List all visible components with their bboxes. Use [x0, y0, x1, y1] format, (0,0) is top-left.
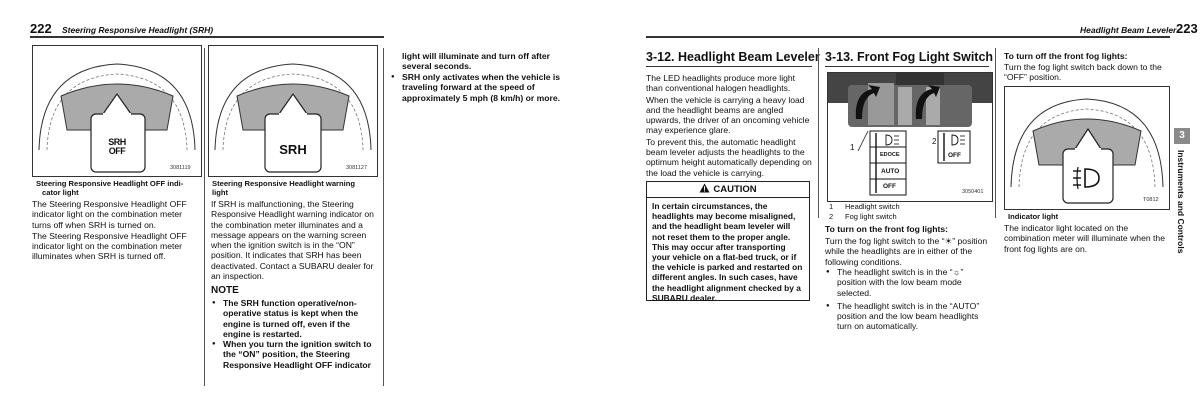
fog-light-switch-figure: [827, 72, 993, 202]
note-continuation: light will illuminate and turn off after several seconds.: [402, 51, 551, 72]
switch-position-label: EDOCE: [880, 152, 900, 158]
subheading-turn-on: To turn on the front fog lights:: [825, 224, 948, 234]
warning-triangle-icon: [699, 183, 710, 193]
figure1-caption: Steering Responsive Headlight OFF indi- cator light: [36, 179, 184, 197]
indicator-text: The indicator light located on the combination meter will illuminate when the front fog lights are on.: [1004, 223, 1165, 254]
right-page-number: 223: [1176, 21, 1198, 36]
note-item: ● SRH only activates when the vehicle is traveling forward at the speed of approximately 5 mph (8 km/h) or more.: [390, 72, 562, 103]
right-header-rule: [646, 36, 1170, 38]
left-header-rule: [30, 36, 384, 38]
legend-item: 2 Fog light switch: [829, 211, 897, 221]
note-heading: NOTE: [211, 285, 239, 296]
figure2-code: 3081127: [346, 165, 368, 171]
chapter-tab-label: Instruments and Controls: [1176, 150, 1186, 254]
indicator-caption: Indicator light: [1008, 212, 1059, 221]
switch-position-label: AUTO: [881, 168, 900, 175]
figure1-text: [32, 199, 200, 263]
fog-figure-legend: [829, 202, 900, 221]
figure2-caption: Steering Responsive Headlight warning light: [212, 179, 356, 197]
callout-1: 1: [850, 143, 855, 152]
caution-text: In certain circumstances, the headlights may become misaligned, and the headlight beam leveler will not reset them to the proper angle. This may occur after transporting your vehicle on a flat-bed truck, or if the vehicle is parked and restarted on different angles. In such cases, have the headlight alignment checked by a SUBARU dealer.: [652, 201, 803, 303]
figure2-text: If SRH is malfunctioning, the Steering Responsive Headlight warning indicator on the combination meter illuminates and a message appears on the warning screen when the ignition switch is in the “ON” position. It indicates that SRH has been deactivated. Contact a SUBARU dealer for an inspection.: [211, 199, 374, 282]
switch-position-label: OFF: [883, 183, 896, 190]
section-title-rule: [646, 66, 812, 67]
turn-on-text: Turn the fog light switch to the “☀” position while the headlights are in either of the following conditions.: [825, 236, 988, 267]
fog-indicator-figure: [1004, 86, 1170, 210]
left-page-number: 222: [30, 21, 52, 36]
turn-off-text: Turn the fog light switch back down to the “OFF” position.: [1004, 62, 1162, 83]
fog-switch-off-label: OFF: [948, 152, 961, 159]
note-item: ● The SRH function operative/non-operative status is kept when the engine is turned off, even if the engine is restarted.: [211, 298, 378, 339]
beam-leveler-text: [646, 73, 812, 179]
caution-box: [646, 181, 810, 301]
beam-leveler-paragraph: When the vehicle is carrying a heavy load and the headlight beams are angled upwards, the driver of an oncoming vehicle may experience glare.: [646, 94, 810, 136]
subheading-turn-off: To turn off the front fog lights:: [1004, 51, 1128, 61]
fog-figure-code: 3050401: [962, 189, 984, 195]
condition-item: ● The headlight switch is in the “☼” position with the low beam mode selected.: [825, 267, 991, 298]
srh-warning-light-figure: [208, 45, 378, 177]
srh-warning-label: SRH: [279, 142, 307, 157]
fog-switch-illustration-icon: [828, 73, 992, 201]
figure1-code: 3081119: [170, 165, 191, 171]
caution-header: [647, 182, 809, 198]
fog-light-indicator-icon: [1071, 167, 1105, 194]
turn-on-conditions: [825, 267, 991, 332]
chapter-tab: 3: [1174, 128, 1190, 144]
srh-off-label: SRH OFF: [108, 137, 126, 156]
note-list-continued: [390, 72, 562, 103]
note-item: ● When you turn the ignition switch to the “ON” position, the Steering Responsive Headlight OFF indicator: [211, 339, 378, 370]
callout-2: 2: [932, 137, 937, 146]
beam-leveler-paragraph: To prevent this, the automatic headlight beam leveler adjusts the headlights to the optimum height automatically depending on the load the vehicle is carrying.: [646, 136, 812, 178]
column-divider: [995, 48, 996, 218]
legend-item: 1 Headlight switch: [829, 202, 900, 211]
figure1-paragraph: The Steering Responsive Headlight OFF indicator light on the combination meter illuminates when SRH is turned off.: [32, 230, 187, 262]
column-divider: [204, 48, 205, 386]
left-running-header: Steering Responsive Headlight (SRH): [62, 25, 214, 35]
beam-leveler-paragraph: The LED headlights produce more light than conventional halogen headlights.: [646, 73, 796, 94]
section-title-headlight-beam-leveler: 3-12. Headlight Beam Leveler: [646, 50, 820, 64]
column-divider: [383, 48, 384, 386]
column-divider: [818, 48, 819, 218]
srh-off-indicator-figure: [32, 45, 202, 177]
section-title-front-fog-light-switch: 3-13. Front Fog Light Switch: [825, 50, 994, 64]
indicator-figure-code: T0812: [1143, 197, 1159, 203]
right-running-header: Headlight Beam Leveler: [1080, 25, 1177, 35]
meter-illustration-icon: [33, 46, 201, 176]
caution-heading: CAUTION: [713, 184, 757, 195]
section-title-rule: [825, 66, 989, 67]
condition-item: ● The headlight switch is in the “AUTO” position and the low beam headlights turn on automatically.: [825, 301, 991, 332]
figure1-paragraph: The Steering Responsive Headlight OFF indicator light on the combination meter turns off when SRH is turned on.: [32, 199, 187, 230]
note-list: [211, 298, 378, 370]
